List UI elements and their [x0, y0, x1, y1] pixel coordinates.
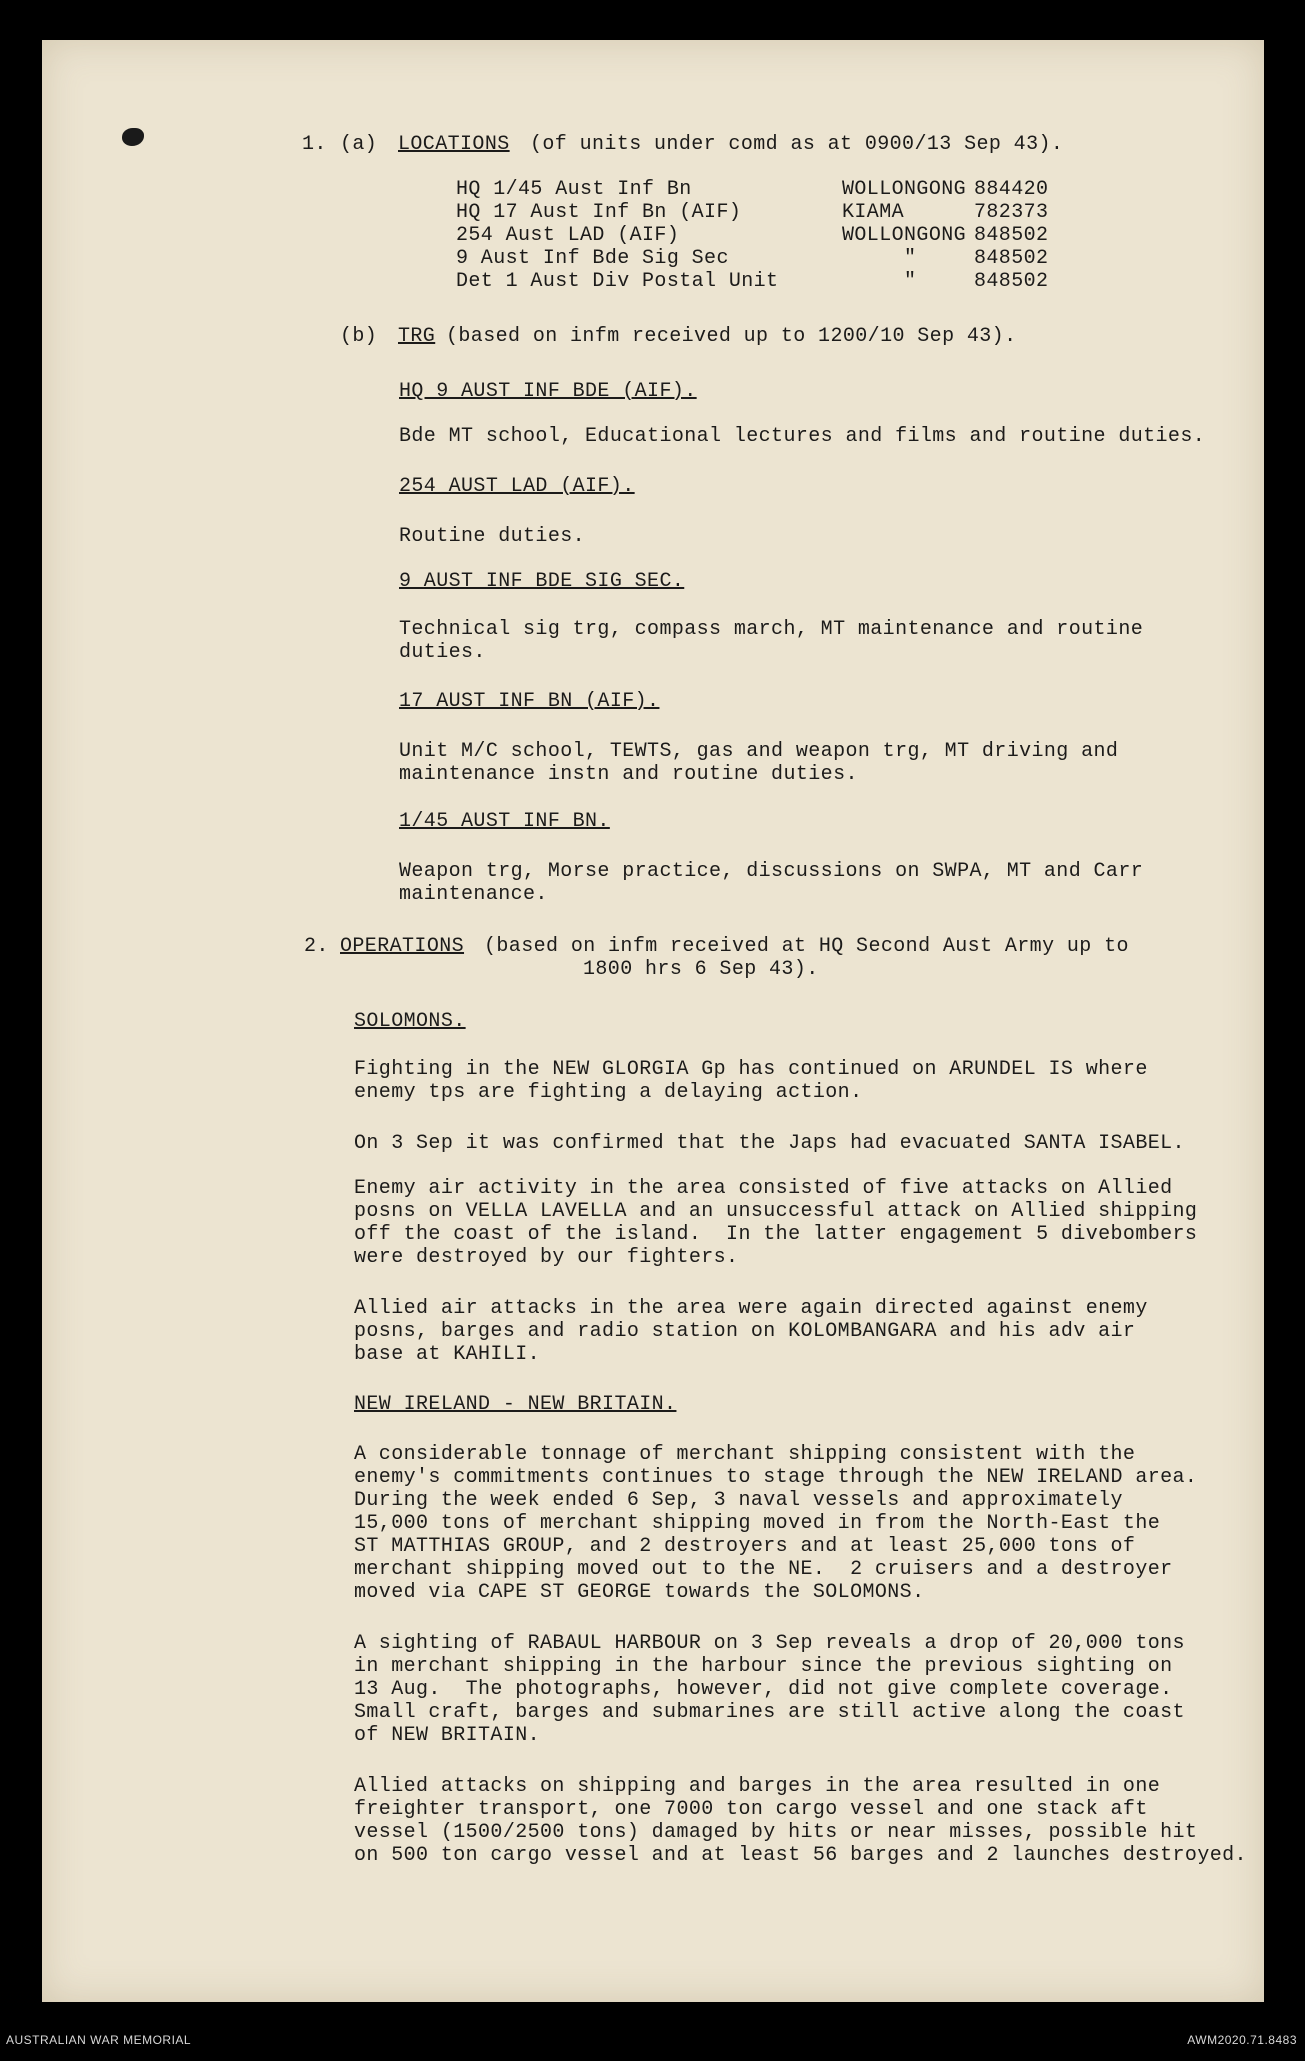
solomons-text-line: posns on VELLA LAVELLA and an unsuccessful attack on Allied shipping	[354, 1200, 1198, 1223]
nb-text-line: in merchant shipping in the harbour since the previous sighting on	[354, 1655, 1173, 1678]
new-ireland-new-britain-heading: NEW IRELAND - NEW BRITAIN.	[354, 1393, 677, 1416]
nb-text-line: During the week ended 6 Sep, 3 naval vessels and approximately	[354, 1489, 1123, 1512]
solomons-text-line: On 3 Sep it was confirmed that the Japs had evacuated SANTA ISABEL.	[354, 1132, 1185, 1155]
trg-subtitle: (based on infm received up to 1200/10 Sep 43).	[446, 325, 1017, 348]
solomons-text-line: posns, barges and radio station on KOLOMBANGARA and his adv air	[354, 1320, 1136, 1343]
nb-text-line: 13 Aug. The photographs, however, did not give complete coverage.	[354, 1678, 1173, 1701]
unit-text-line: Routine duties.	[399, 525, 586, 548]
location-place: "	[904, 270, 917, 293]
unit-text-line: duties.	[399, 641, 486, 664]
operations-subtitle: 1800 hrs 6 Sep 43).	[583, 958, 819, 981]
solomons-text-line: base at KAHILI.	[354, 1343, 541, 1366]
nb-text-line: A considerable tonnage of merchant shipping consistent with the	[354, 1443, 1136, 1466]
solomons-text-line: Allied air attacks in the area were again directed against enemy	[354, 1297, 1148, 1320]
unit-heading: 254 AUST LAD (AIF).	[399, 475, 635, 498]
unit-text-line: maintenance instn and routine duties.	[399, 763, 858, 786]
section-1a-label: (a)	[340, 133, 378, 156]
location-ref: 848502	[974, 270, 1049, 293]
unit-heading: 17 AUST INF BN (AIF).	[399, 690, 660, 713]
unit-heading: HQ 9 AUST INF BDE (AIF).	[399, 380, 697, 403]
locations-subtitle: (of units under comd as at 0900/13 Sep 43).	[530, 133, 1064, 156]
nb-text-line: merchant shipping moved out to the NE. 2 cruisers and a destroyer	[354, 1558, 1173, 1581]
ink-blot	[122, 128, 144, 146]
location-ref: 782373	[974, 201, 1049, 224]
operations-heading: OPERATIONS	[340, 935, 465, 958]
nb-text-line: vessel (1500/2500 tons) damaged by hits or near misses, possible hit	[354, 1821, 1198, 1844]
unit-text-line: Bde MT school, Educational lectures and films and routine duties.	[399, 425, 1206, 448]
nb-text-line: on 500 ton cargo vessel and at least 56 barges and 2 launches destroyed.	[354, 1844, 1247, 1867]
section-1-number: 1.	[302, 133, 327, 156]
nb-text-line: 15,000 tons of merchant shipping moved in from the North-East the	[354, 1512, 1161, 1535]
location-ref: 848502	[974, 224, 1049, 247]
unit-text-line: maintenance.	[399, 883, 548, 906]
solomons-text-line: were destroyed by our fighters.	[354, 1246, 739, 1269]
location-unit: Det 1 Aust Div Postal Unit	[456, 270, 779, 293]
footer-reference: AWM2020.71.8483	[1187, 2033, 1297, 2047]
location-place: "	[904, 247, 917, 270]
solomons-text-line: enemy tps are fighting a delaying action.	[354, 1081, 863, 1104]
unit-heading: 9 AUST INF BDE SIG SEC.	[399, 570, 685, 593]
location-place: WOLLONGONG	[842, 224, 967, 247]
locations-heading: LOCATIONS	[398, 133, 510, 156]
location-place: WOLLONGONG	[842, 178, 967, 201]
nb-text-line: Small craft, barges and submarines are still active along the coast	[354, 1701, 1185, 1724]
location-unit: HQ 1/45 Aust Inf Bn	[456, 178, 692, 201]
nb-text-line: Allied attacks on shipping and barges in the area resulted in one	[354, 1775, 1161, 1798]
unit-text-line: Weapon trg, Morse practice, discussions on SWPA, MT and Carr	[399, 860, 1144, 883]
section-2-number: 2.	[304, 935, 329, 958]
document-page	[42, 40, 1264, 2002]
solomons-text-line: Enemy air activity in the area consisted of five attacks on Allied	[354, 1177, 1173, 1200]
unit-heading: 1/45 AUST INF BN.	[399, 810, 610, 833]
nb-text-line: A sighting of RABAUL HARBOUR on 3 Sep reveals a drop of 20,000 tons	[354, 1632, 1185, 1655]
solomons-heading: SOLOMONS.	[354, 1010, 466, 1033]
location-place: KIAMA	[842, 201, 905, 224]
nb-text-line: moved via CAPE ST GEORGE towards the SOLOMONS.	[354, 1581, 925, 1604]
nb-text-line: enemy's commitments continues to stage through the NEW IRELAND area.	[354, 1466, 1198, 1489]
operations-subtitle: (based on infm received at HQ Second Aust Army up to	[484, 935, 1129, 958]
section-1b-label: (b)	[340, 325, 378, 348]
location-unit: HQ 17 Aust Inf Bn (AIF)	[456, 201, 742, 224]
nb-text-line: ST MATTHIAS GROUP, and 2 destroyers and at least 25,000 tons of	[354, 1535, 1136, 1558]
nb-text-line: of NEW BRITAIN.	[354, 1724, 541, 1747]
solomons-text-line: Fighting in the NEW GLORGIA Gp has continued on ARUNDEL IS where	[354, 1058, 1148, 1081]
nb-text-line: freighter transport, one 7000 ton cargo vessel and one stack aft	[354, 1798, 1148, 1821]
location-ref: 848502	[974, 247, 1049, 270]
location-unit: 254 Aust LAD (AIF)	[456, 224, 680, 247]
trg-heading: TRG	[398, 325, 436, 348]
unit-text-line: Unit M/C school, TEWTS, gas and weapon trg, MT driving and	[399, 740, 1119, 763]
location-unit: 9 Aust Inf Bde Sig Sec	[456, 247, 729, 270]
footer-source: AUSTRALIAN WAR MEMORIAL	[6, 2033, 192, 2047]
unit-text-line: Technical sig trg, compass march, MT maintenance and routine	[399, 618, 1144, 641]
solomons-text-line: off the coast of the island. In the latter engagement 5 divebombers	[354, 1223, 1198, 1246]
location-ref: 884420	[974, 178, 1049, 201]
